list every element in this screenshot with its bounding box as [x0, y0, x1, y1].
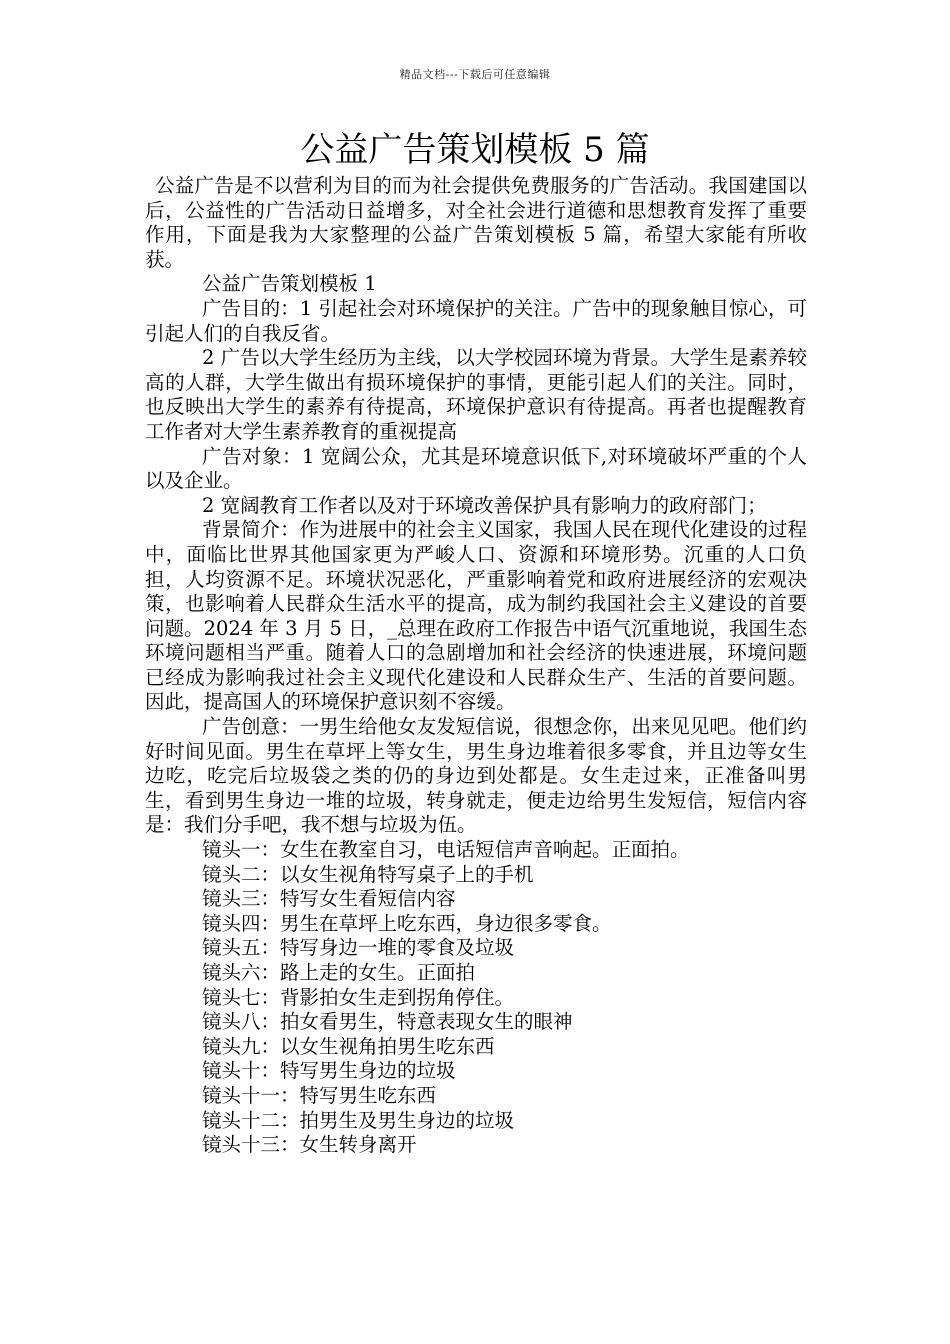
shot-item: 镜头四：男生在草坪上吃东西，身边很多零食。 — [202, 911, 612, 935]
document-body — [145, 174, 807, 1158]
shot-item: 镜头十一：特写男生吃东西 — [202, 1083, 437, 1107]
shot-item: 镜头五：特写身边一堆的零食及垃圾 — [202, 936, 515, 960]
shot-item: 镜头一：女生在教室自习，电话短信声音响起。正面拍。 — [202, 838, 690, 862]
paragraph-creative: 广告创意：一男生给他女友发短信说，很想念你，出来见见吧。他们约好时间见面。男生在草坪上等女生，男生身边堆着很多零食，并且边等女生边吃，吃完后垃圾袋之类的仍的身边到处都是。女生走过来，正准备叫男生，看到男生身边一堆的垃圾，转身就走，便走边给男生发短信，短信内容是：我们分手吧，我不想与垃圾为伍。 — [145, 715, 807, 837]
shot-item: 镜头二：以女生视角特写桌子上的手机 — [202, 862, 534, 886]
paragraph-audience-2: 2 宽阔教育工作者以及对于环境改善保护具有影响力的政府部门； — [202, 493, 767, 517]
document-title: 公益广告策划模板 5 篇 — [300, 130, 650, 170]
intro-paragraph: 公益广告是不以营利为目的而为社会提供免费服务的广告活动。我国建国以后，公益性的广告活动日益增多，对全社会进行道德和思想教育发挥了重要作用，下面是我为大家整理的公益广告策划模板 5 篇，希望大家能有所收获。 — [145, 174, 807, 271]
shot-item: 镜头七：背影拍女生走到拐角停住。 — [202, 985, 515, 1009]
shot-item: 镜头九：以女生视角拍男生吃东西 — [202, 1034, 495, 1058]
shot-item: 镜头六：路上走的女生。正面拍 — [202, 961, 476, 984]
paragraph-purpose-2: 2 广告以大学生经历为主线，以大学校园环境为背景。大学生是素养较高的人群，大学生做出有损环境保护的事情，更能引起人们的关注。同时，也反映出大学生的素养有待提高，环境保护意识有待提高。再者也提醒教育工作者对大学生素养教育的重视提高 — [145, 346, 807, 443]
paragraph-background: 背景简介：作为进展中的社会主义国家，我国人民在现代化建设的过程中，面临比世界其他国家更为严峻人口、资源和环境形势。沉重的人口负担，人均资源不足。环境状况恶化，严重影响着党和政府进展经济的宏观决策，也影响着人民群众生活水平的提高，成为制约我国社会主义建设的首要问题。2024 年 3 月 5 日，_总理在政府工作报告中语气沉重地说，我国生态环境问题相当严重。随着人口的急剧增加和社会经济的快速进展，环境问题已经成为影响我过社会主义现代化建设和人民群众生产、生活的首要问题。因此，提高国人的环境保护意识刻不容缓。 — [145, 518, 807, 714]
paragraph-audience: 广告对象：1 宽阔公众，尤其是环境意识低下,对环境破坏严重的个人以及企业。 — [145, 444, 807, 493]
paragraph-purpose: 广告目的：1 引起社会对环境保护的关注。广告中的现象触目惊心，可引起人们的自我反省。 — [145, 296, 807, 345]
section-title: 公益广告策划模板 1 — [202, 272, 377, 296]
shot-item: 镜头十：特写男生身边的垃圾 — [202, 1059, 456, 1083]
shot-item: 镜头三：特写女生看短信内容 — [202, 887, 456, 911]
shot-item: 镜头十二：拍男生及男生身边的垃圾 — [202, 1108, 515, 1132]
shot-item: 镜头十三：女生转身离开 — [202, 1133, 417, 1157]
shot-item: 镜头八：拍女看男生，特意表现女生的眼神 — [202, 1010, 573, 1034]
page-header-note: 精品文档---下载后可任意编辑 — [399, 68, 551, 81]
